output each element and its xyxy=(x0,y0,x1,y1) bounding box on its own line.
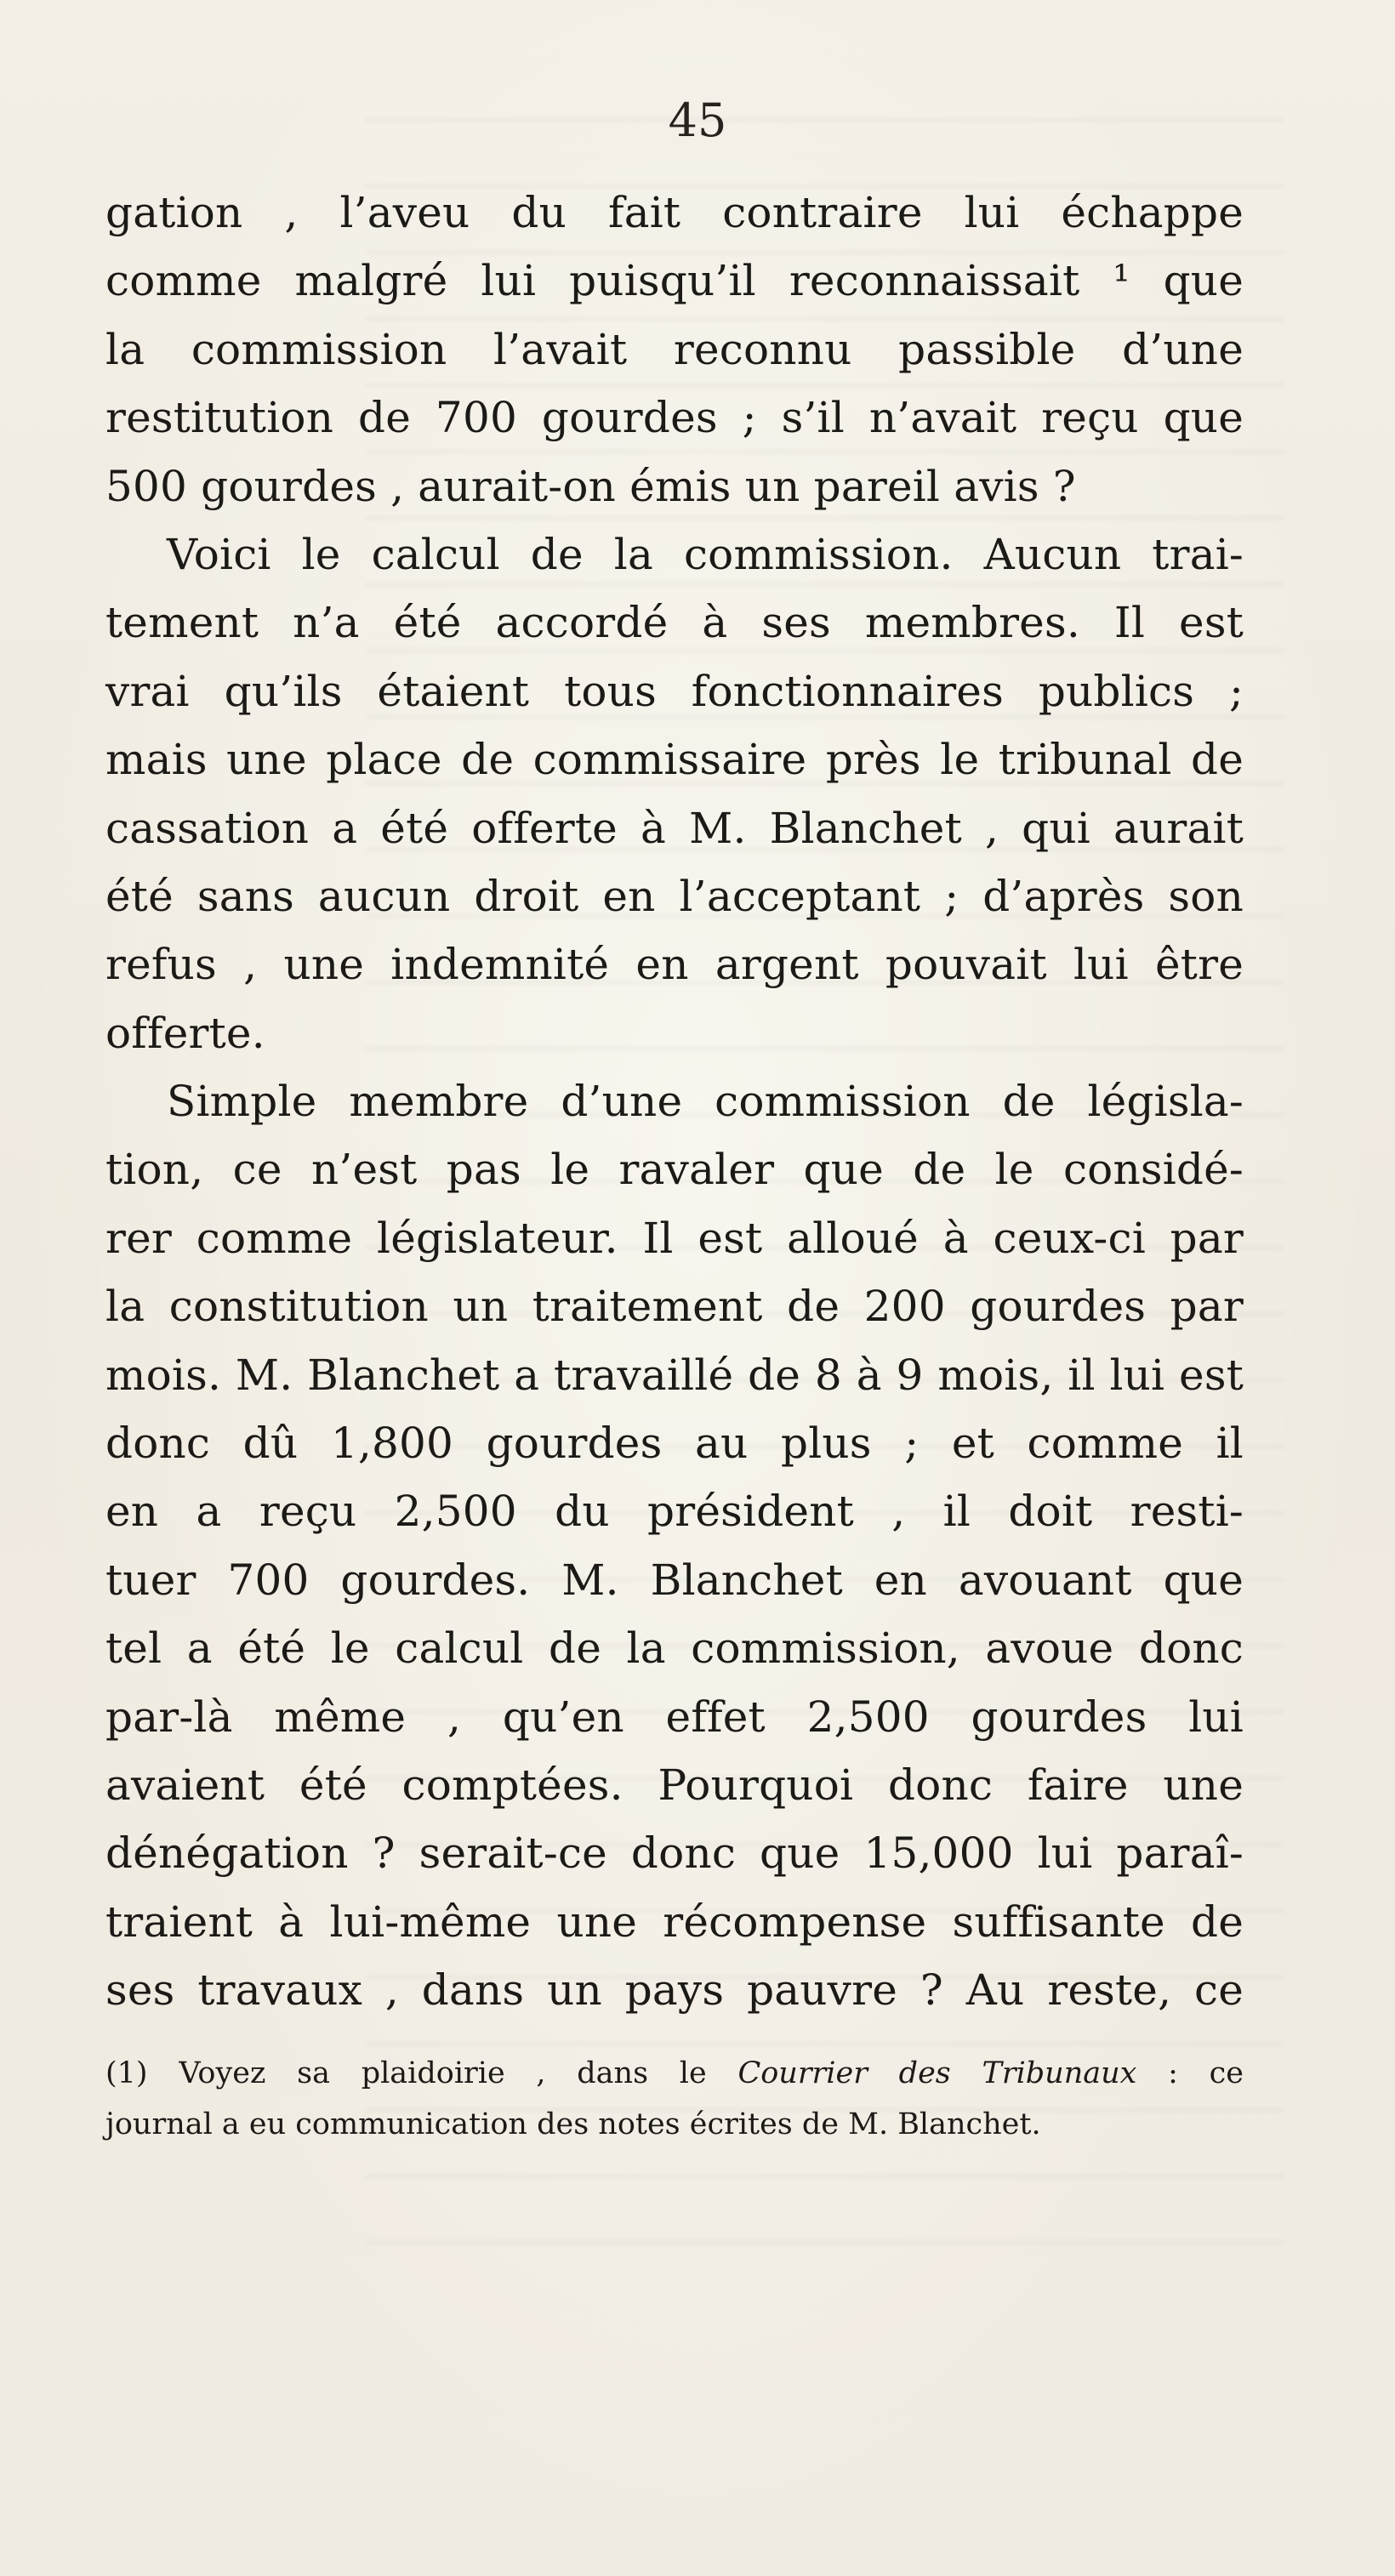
footnote-text: (1) Voyez sa plaidoirie , dans le xyxy=(105,2056,738,2090)
text-line: en a reçu 2,500 du président , il doit resti- xyxy=(105,1487,1244,1537)
text-line: ses travaux , dans un pays pauvre ? Au reste, ce xyxy=(105,1965,1244,2016)
text-line: tuer 700 gourdes. M. Blanchet en avouant que xyxy=(105,1555,1244,1605)
page-number: 45 xyxy=(668,94,727,147)
text-line: restitution de 700 gourdes ; s’il n’avait reçu que xyxy=(105,393,1244,443)
text-line: traient à lui-même une récompense suffisante de xyxy=(105,1896,1244,1947)
text-line: tion, ce n’est pas le ravaler que de le considé- xyxy=(105,1145,1244,1195)
footnote-line xyxy=(105,2048,1244,2099)
text-line: avaient été comptées. Pourquoi donc faire une xyxy=(105,1760,1244,1810)
text-line: mais une place de commissaire près le tribunal de xyxy=(105,735,1244,785)
text-line: 500 gourdes , aurait-on émis un pareil avis ? xyxy=(105,461,1076,511)
text-line: cassation a été offerte à M. Blanchet , qui aurait xyxy=(105,803,1244,853)
text-line: Voici le calcul de la commission. Aucun trai- xyxy=(167,529,1244,579)
footnote xyxy=(105,2048,1244,2150)
body-text xyxy=(105,179,1244,2025)
text-line: la commission l’avait reconnu passible d’une xyxy=(105,324,1244,374)
text-line: dénégation ? serait-ce donc que 15,000 lui paraî- xyxy=(105,1828,1244,1879)
text-line: donc dû 1,800 gourdes au plus ; et comme il xyxy=(105,1419,1244,1469)
text-line: offerte. xyxy=(105,1008,265,1058)
text-line: Simple membre d’une commission de législa- xyxy=(167,1077,1244,1127)
text-line: rer comme législateur. Il est alloué à ceux-ci par xyxy=(105,1213,1244,1263)
text-line: vrai qu’ils étaient tous fonctionnaires publics ; xyxy=(105,666,1244,716)
text-line: tel a été le calcul de la commission, avoue donc xyxy=(105,1624,1244,1674)
text-line: la constitution un traitement de 200 gourdes par xyxy=(105,1282,1244,1332)
text-line: par-là même , qu’en effet 2,500 gourdes lui xyxy=(105,1692,1244,1742)
footnote-journal-title: Courrier des Tribunaux xyxy=(737,2056,1137,2090)
footnote-line: journal a eu communication des notes écrites de M. Blanchet. xyxy=(105,2107,1041,2141)
text-line: gation , l’aveu du fait contraire lui échappe xyxy=(105,188,1244,237)
text-line: été sans aucun droit en l’acceptant ; d’après son xyxy=(105,871,1244,921)
text-line: mois. M. Blanchet a travaillé de 8 à 9 mois, il lui est xyxy=(105,1350,1244,1400)
text-line: comme malgré lui puisqu’il reconnaissait ¹ que xyxy=(105,256,1244,306)
text-line: tement n’a été accordé à ses membres. Il est xyxy=(105,598,1244,648)
text-line: refus , une indemnité en argent pouvait lui être xyxy=(105,940,1244,990)
footnote-text: : ce xyxy=(1136,2056,1244,2090)
